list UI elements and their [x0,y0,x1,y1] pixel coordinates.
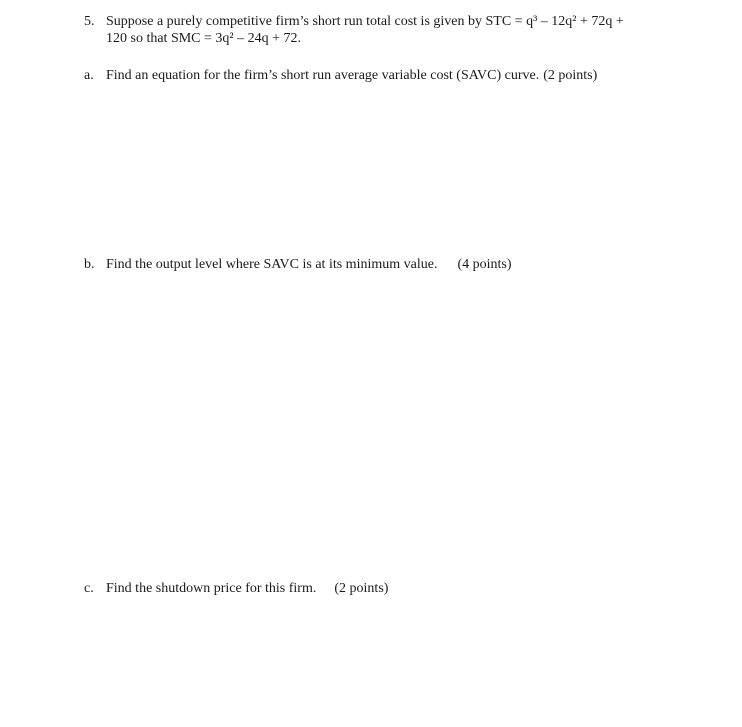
part-b-marker: b. [84,257,95,272]
question-stem-line-2: 120 so that SMC = 3q² – 24q + 72. [106,31,302,46]
part-b-text [106,256,686,273]
part-c-points: (2 points) [334,581,389,596]
part-c-prompt: Find the shutdown price for this firm. [106,581,317,596]
part-a-prompt: Find an equation for the firm’s short run average variable cost (SAVC) curve. [106,68,540,83]
part-a-points: (2 points) [543,68,598,83]
question-number: 5. [84,14,95,29]
part-b-points: (4 points) [457,257,512,272]
part-b-prompt: Find the output level where SAVC is at its minimum value. [106,257,438,272]
part-c-marker: c. [84,581,94,596]
part-a-text [106,67,686,84]
part-c-text [106,580,686,597]
question-stem-line-1: Suppose a purely competitive firm’s short run total cost is given by STC = q³ – 12q² + 72q + [106,14,624,29]
question-stem [106,13,686,47]
part-a-marker: a. [84,68,94,83]
